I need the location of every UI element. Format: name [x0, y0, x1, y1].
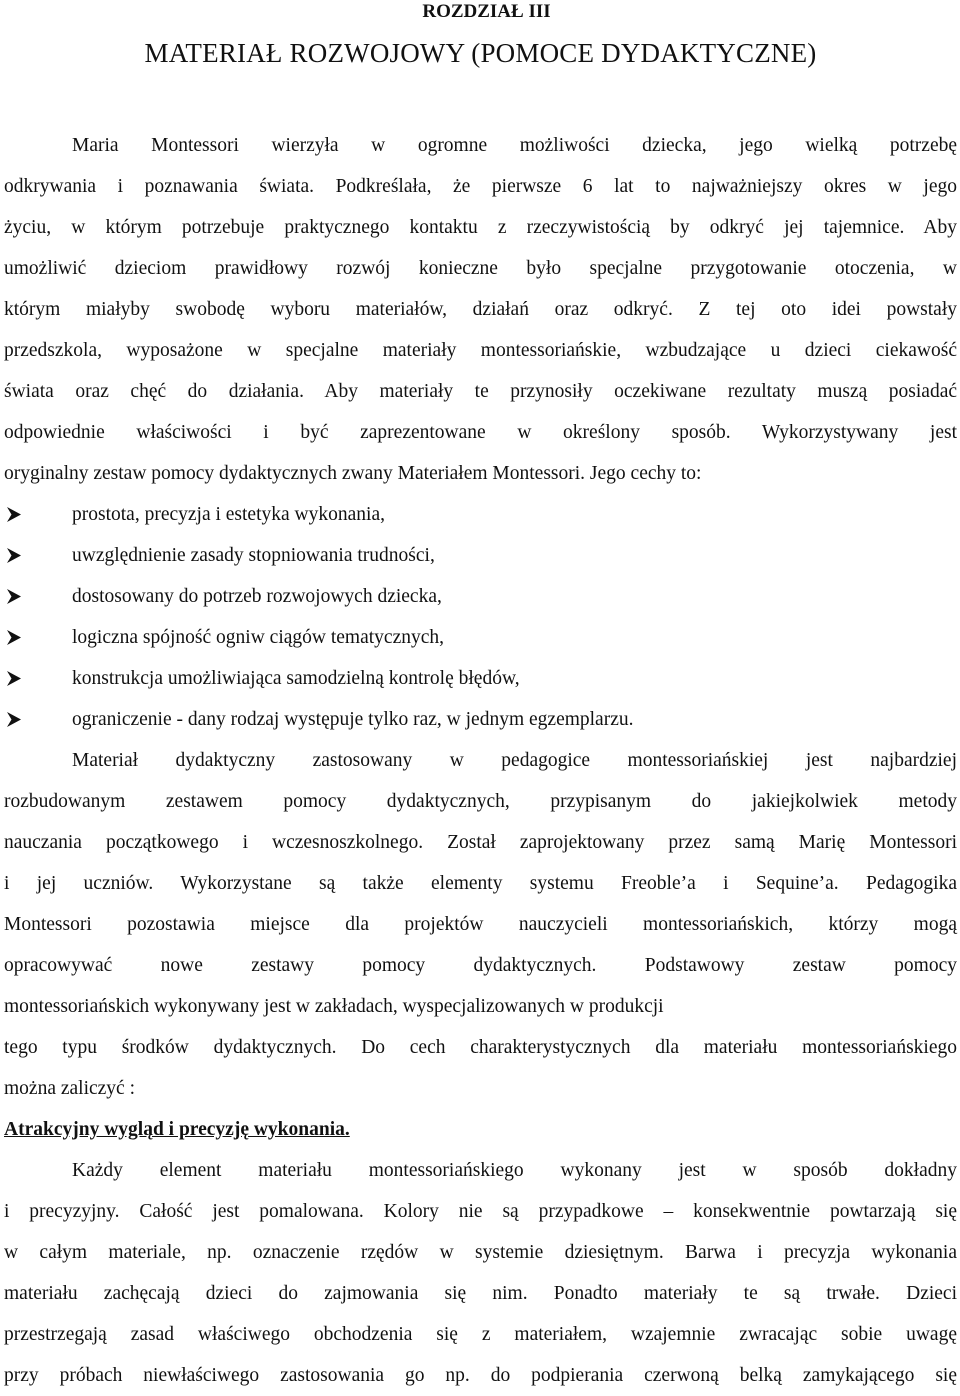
- list-item: [4, 576, 957, 617]
- features-list: [4, 494, 957, 740]
- text-line: świata oraz chęć do działania. Aby materiały te przynosiły oczekiwane rezultaty muszą posiadać: [4, 381, 957, 402]
- text-line: materiału zachęcają dzieci do zajmowania się nim. Ponadto materiały te są trwałe. Dzieci: [4, 1283, 957, 1304]
- list-item-text: prostota, precyzja i estetyka wykonania,: [72, 504, 385, 525]
- text-line: można zaliczyć :: [4, 1078, 136, 1099]
- arrow-bullet-icon: [6, 506, 22, 523]
- text-line: tego typu środków dydaktycznych. Do cech charakterystycznych dla materiału montessoriańskiego: [4, 1037, 957, 1058]
- arrow-bullet-icon: [6, 588, 22, 605]
- text-line: w całym materiale, np. oznaczenie rzędów w systemie dziesiętnym. Barwa i precyzja wykonania: [4, 1242, 957, 1263]
- list-item: [4, 617, 957, 658]
- text-line: Każdy element materiału montessoriańskiego wykonany jest w sposób dokładny: [72, 1160, 957, 1181]
- section-heading: Atrakcyjny wygląd i precyzję wykonania.: [4, 1119, 350, 1140]
- chapter-title: MATERIAŁ ROZWOJOWY (POMOCE DYDAKTYCZNE): [144, 38, 817, 68]
- text-line: Montessori pozostawia miejsce dla projektów nauczycieli montessoriańskich, którzy mogą: [4, 914, 957, 935]
- list-item: [4, 494, 957, 535]
- arrow-bullet-icon: [6, 629, 22, 646]
- list-item: [4, 658, 957, 699]
- text-line: rozbudowanym zestawem pomocy dydaktycznych, przypisanym do jakiejkolwiek metody: [4, 791, 957, 812]
- list-item-text: uwzględnienie zasady stopniowania trudności,: [72, 545, 435, 566]
- text-line: montessoriańskich wykonywany jest w zakładach, wyspecjalizowanych w produkcji: [4, 996, 664, 1017]
- text-line: odkrywania i poznawania świata. Podkreślała, że pierwsze 6 lat to najważniejszy okres w jego: [4, 176, 957, 197]
- list-item-text: logiczna spójność ogniw ciągów tematycznych,: [72, 627, 445, 648]
- list-item-text: konstrukcja umożliwiająca samodzielną kontrolę błędów,: [72, 668, 520, 689]
- text-line: umożliwić dzieciom prawidłowy rozwój konieczne było specjalne przygotowanie otoczenia, w: [4, 258, 957, 279]
- arrow-bullet-icon: [6, 711, 22, 728]
- text-line: którym miałyby swobodę wyboru materiałów, działań oraz odkryć. Z tej oto idei powstały: [4, 299, 957, 320]
- list-item: [4, 535, 957, 576]
- text-line: życiu, w którym potrzebuje praktycznego kontaktu z rzeczywistością by odkryć jej tajemnice. Aby: [4, 217, 957, 238]
- document-page: [4, 0, 957, 1396]
- list-item-text: ograniczenie - dany rodzaj występuje tylko raz, w jednym egzemplarzu.: [72, 709, 634, 730]
- text-line: i jej uczniów. Wykorzystane są także elementy systemu Freoble’a i Sequine’a. Pedagogika: [4, 873, 957, 894]
- text-line: nauczania początkowego i wczesnoszkolnego. Został zaprojektowany przez samą Marię Montessori: [4, 832, 957, 853]
- intro-paragraph: [4, 125, 957, 494]
- arrow-bullet-icon: [6, 547, 22, 564]
- list-item-text: dostosowany do potrzeb rozwojowych dziecka,: [72, 586, 442, 607]
- arrow-bullet-icon: [6, 670, 22, 687]
- text-line: opracowywać nowe zestawy pomocy dydaktycznych. Podstawowy zestaw pomocy: [4, 955, 957, 976]
- text-line: i precyzyjny. Całość jest pomalowana. Kolory nie są przypadkowe – konsekwentnie powtarzają się: [4, 1201, 957, 1222]
- text-line: Maria Montessori wierzyła w ogromne możliwości dziecka, jego wielką potrzebę: [72, 135, 957, 156]
- text-line: przedszkola, wyposażone w specjalne materiały montessoriańskie, wzbudzające u dzieci ciekawość: [4, 340, 957, 361]
- text-line: oryginalny zestaw pomocy dydaktycznych zwany Materiałem Montessori. Jego cechy to:: [4, 463, 702, 484]
- text-line: przestrzegają zasad właściwego obchodzenia się z materiałem, wzajemnie zwracając sobie uwagę: [4, 1324, 957, 1345]
- middle-paragraph: [4, 740, 957, 1109]
- chapter-label: ROZDZIAŁ III: [422, 1, 551, 22]
- text-line: przy próbach niewłaściwego zastosowania go np. do podpierania czerwoną belką zamykającego się: [4, 1365, 957, 1386]
- section-paragraph: [4, 1150, 957, 1396]
- list-item: [4, 699, 957, 740]
- text-line: Materiał dydaktyczny zastosowany w pedagogice montessoriańskiej jest najbardziej: [72, 750, 957, 771]
- text-line: odpowiednie właściwości i być zaprezentowane w określony sposób. Wykorzystywany jest: [4, 422, 957, 443]
